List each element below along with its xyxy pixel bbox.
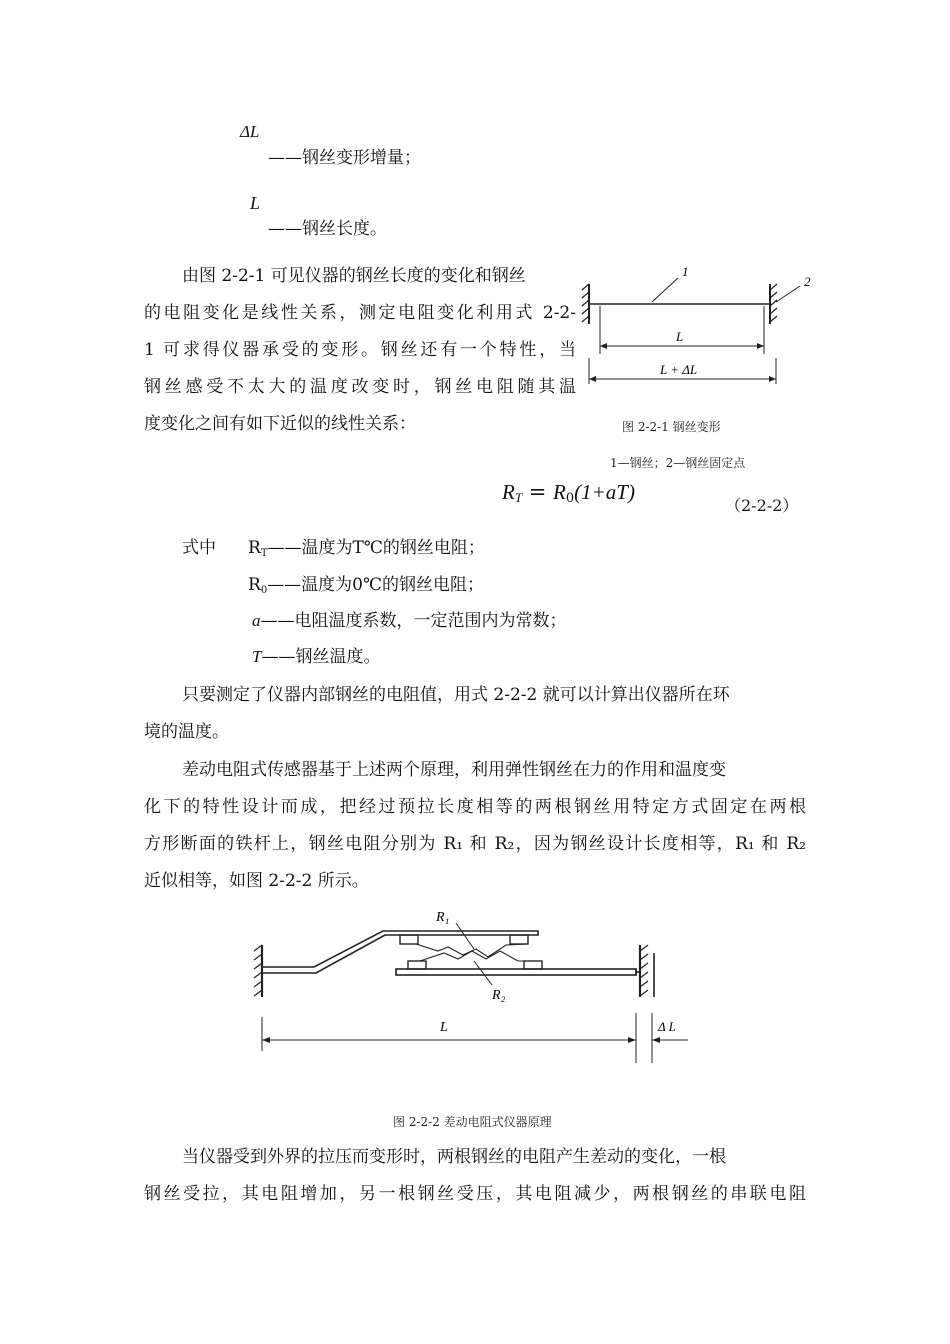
where-label: 式中 [182, 538, 216, 558]
wire-r1 [416, 944, 526, 957]
fig2-label-r1: R₁ [436, 910, 450, 925]
where-item-t: T——钢丝温度。 [252, 647, 381, 667]
para2-line-2: 境的温度。 [144, 722, 229, 742]
figure1-legend: 1—钢丝；2—钢丝固定点 [610, 456, 746, 470]
para3-line-3: 方形断面的铁杆上，钢丝电阻分别为 R₁ 和 R₂，因为钢丝设计长度相等，R₁ 和 R₂ [144, 834, 806, 854]
equation-lhs: R [502, 480, 515, 504]
wire-r2 [420, 951, 538, 961]
where-item-a: a——电阻温度系数，一定范围内为常数； [252, 611, 567, 631]
where-item-rt: $R_T——$温度为T℃的钢丝电阻； [248, 538, 485, 559]
fig2-label-length: L [440, 1020, 448, 1035]
equation-2-2-2 [502, 480, 635, 506]
equation-r0: R [553, 480, 566, 504]
equation-equals: = [522, 480, 554, 504]
para1-line-3: 1 可求得仪器承受的变形。钢丝还有一个特性，当 [144, 340, 577, 360]
symbol-l: L [250, 193, 261, 213]
para4-line-2: 钢丝受拉，其电阻增加，另一根钢丝受压，其电阻减少，两根钢丝的串联电阻 [144, 1184, 806, 1204]
para3-line-1: 差动电阻式传感器基于上述两个原理，利用弹性钢丝在力的作用和温度变 [182, 760, 726, 780]
fig2-label-delta-l: Δ L [658, 1019, 676, 1034]
equation-number: （2-2-2） [725, 496, 799, 515]
para1-line-1: 由图 2-2-1 可见仪器的钢丝长度的变化和钢丝 [182, 266, 526, 286]
figure-differential-resistance-principle [248, 905, 698, 1065]
para1-line-2: 的电阻变化是线性关系，测定电阻变化利用式 2-2- [144, 303, 576, 323]
equation-r0-sub: 0 [565, 491, 575, 506]
fig1-label-1: 1 [682, 264, 689, 279]
equation-rhs: (1+aT) [574, 480, 635, 504]
fig1-label-length-plus-delta: L + ΔL [660, 362, 698, 377]
equation-lhs-sub: T [514, 490, 523, 505]
symbol-delta-l: ΔL [240, 122, 260, 141]
figure1-caption: 图 2-2-1 钢丝变形 [622, 420, 721, 434]
para2-line-1: 只要测定了仪器内部钢丝的电阻值，用式 2-2-2 就可以计算出仪器所在环 [182, 685, 730, 705]
definition-l: ——钢丝长度。 [268, 219, 387, 239]
para3-line-2: 化下的特性设计而成，把经过预拉长度相等的两根钢丝用特定方式固定在两根 [144, 797, 806, 817]
figure2-caption: 图 2-2-2 差动电阻式仪器原理 [393, 1115, 552, 1129]
figure-steel-wire-deformation [580, 262, 820, 402]
fig1-label-2: 2 [804, 274, 811, 289]
where-item-r0: $R_0——$温度为0℃的钢丝电阻； [248, 575, 485, 596]
fig1-label-length: L [676, 329, 684, 344]
definition-delta-l: ——钢丝变形增量； [268, 148, 421, 168]
para3-line-4: 近似相等，如图 2-2-2 所示。 [144, 871, 369, 891]
para1-line-4: 钢丝感受不太大的温度改变时，钢丝电阻随其温 [144, 377, 576, 397]
para4-line-1: 当仪器受到外界的拉压而变形时，两根钢丝的电阻产生差动的变化，一根 [182, 1147, 726, 1167]
fig2-label-r2: R₂ [492, 988, 506, 1003]
para1-line-5: 度变化之间有如下近似的线性关系： [144, 414, 416, 434]
